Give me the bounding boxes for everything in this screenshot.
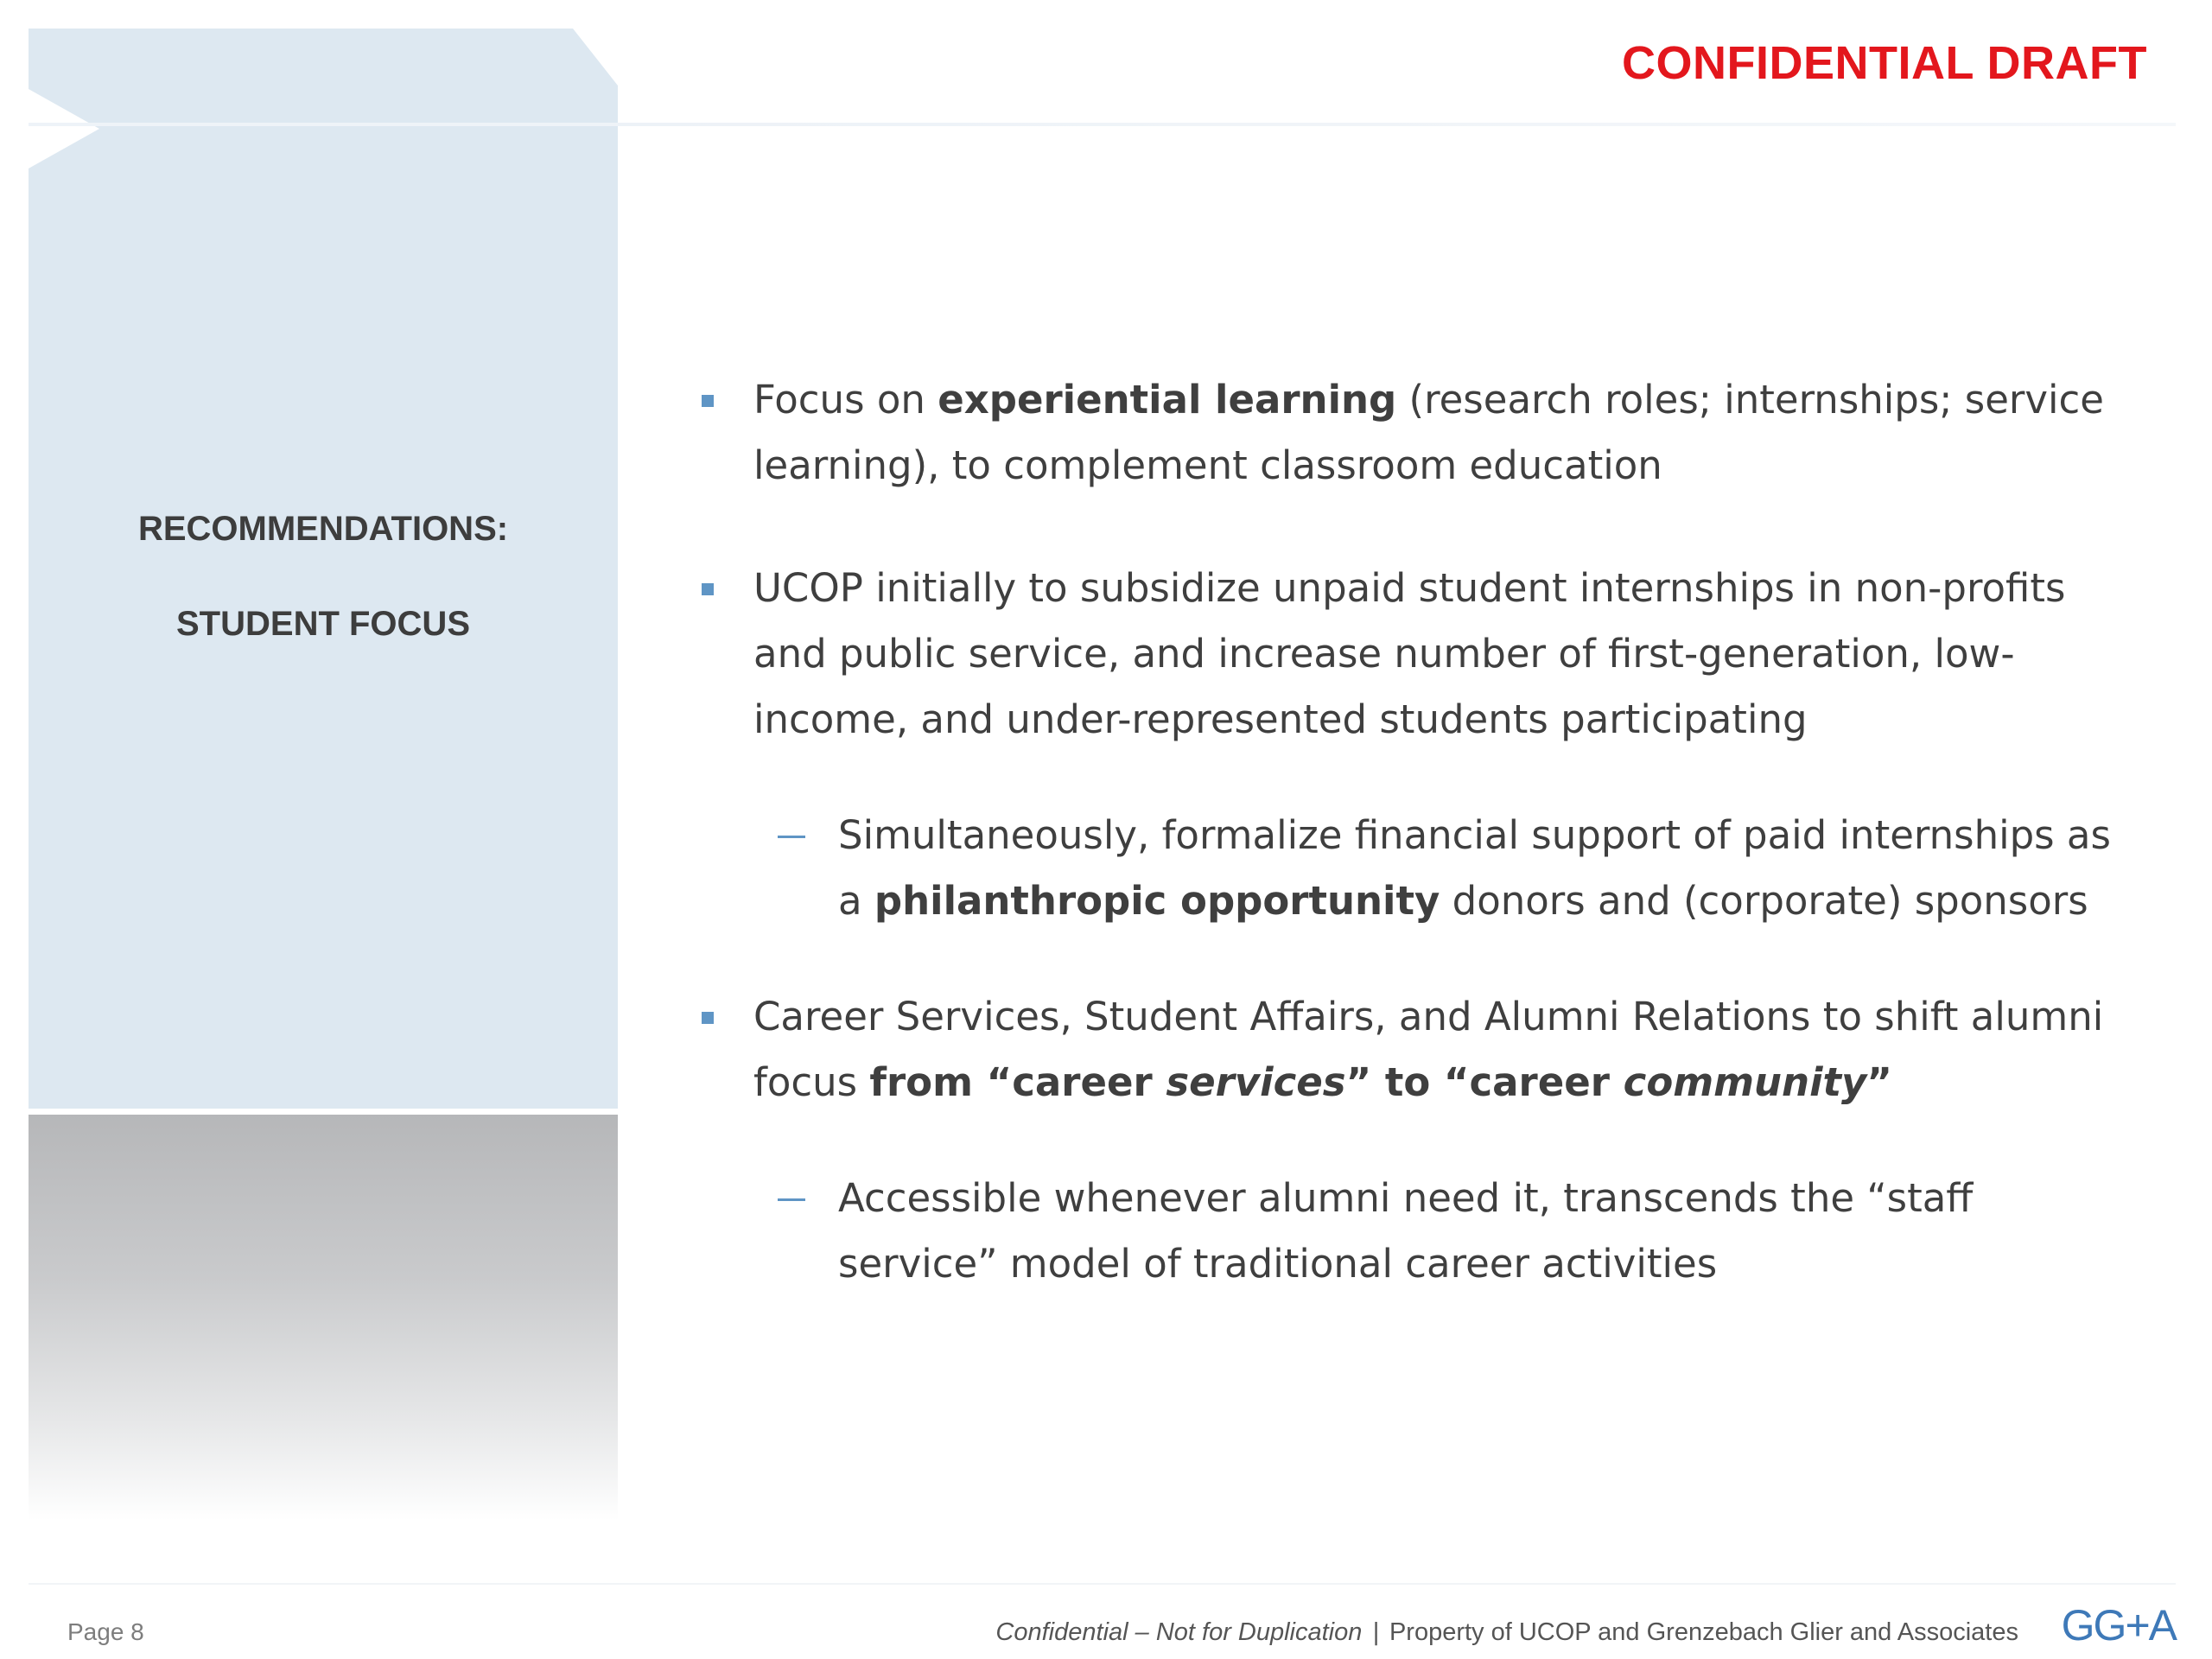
footer-divider bbox=[29, 1583, 2176, 1585]
text-segment: from “career bbox=[869, 1059, 1166, 1105]
emphasis: philanthropic opportunity bbox=[874, 878, 1440, 924]
dash-bullet-icon bbox=[778, 836, 805, 838]
sub-bullet-text bbox=[838, 812, 2111, 924]
confidential-notice: Confidential – Not for Duplication bbox=[995, 1618, 1363, 1646]
bullet-text bbox=[753, 377, 2104, 488]
gga-logo bbox=[2062, 1600, 2176, 1650]
emphasis: experiential learning bbox=[938, 377, 1397, 423]
logo-text: GG bbox=[2061, 1601, 2126, 1649]
sidebar-title-line1: RECOMMENDATIONS: bbox=[137, 510, 509, 548]
header-divider bbox=[618, 123, 2176, 126]
square-bullet-icon bbox=[702, 1012, 714, 1024]
text-segment: ” to “career bbox=[1345, 1059, 1624, 1105]
square-bullet-icon bbox=[702, 583, 714, 595]
text-segment: (research roles; internships; service learning), to complement classroom education bbox=[753, 377, 2104, 488]
bullet-text bbox=[753, 994, 2103, 1105]
sidebar-divider bbox=[29, 123, 618, 126]
italic-segment: services bbox=[1166, 1059, 1346, 1105]
sub-bullet-text: Accessible whenever alumni need it, transcends the “staff service” model of traditional career activities bbox=[838, 1175, 1974, 1287]
footer-notice bbox=[995, 1618, 2018, 1647]
confidential-draft-label: CONFIDENTIAL DRAFT bbox=[1622, 37, 2147, 89]
list-item bbox=[691, 367, 2126, 499]
list-item bbox=[691, 984, 2126, 1116]
bullet-text: UCOP initially to subsidize unpaid student internships in non-profits and public service, and increase number of first-generation, low-income, and under-represented students participating bbox=[753, 565, 2066, 742]
page-number: Page 8 bbox=[67, 1618, 144, 1645]
recommendations-list bbox=[691, 367, 2126, 1297]
sidebar-gradient-block bbox=[29, 1115, 618, 1521]
list-item bbox=[691, 556, 2126, 753]
text-segment: Focus on bbox=[753, 377, 938, 423]
sidebar-title-line2: STUDENT FOCUS bbox=[176, 605, 470, 643]
sub-list-item bbox=[691, 803, 2126, 934]
dash-bullet-icon bbox=[778, 1198, 805, 1201]
text-segment: ” bbox=[1866, 1059, 1892, 1105]
square-bullet-icon bbox=[702, 395, 714, 407]
property-notice: Property of UCOP and Grenzebach Glier and Associates bbox=[1389, 1618, 2018, 1646]
emphasis bbox=[869, 1059, 1892, 1105]
italic-segment: community bbox=[1623, 1059, 1867, 1105]
sub-list-item bbox=[691, 1166, 2126, 1297]
logo-plus: + bbox=[2125, 1601, 2149, 1649]
text-segment: Simultaneously, formalize financial support of paid internships as a bbox=[838, 812, 2111, 924]
sidebar-title bbox=[29, 512, 618, 702]
footer-separator: | bbox=[1372, 1618, 1379, 1646]
text-segment: Career Services, Student Affairs, and Alumni Relations to shift alumni focus bbox=[753, 994, 2104, 1105]
logo-text: A bbox=[2148, 1601, 2176, 1649]
text-segment: donors and (corporate) sponsors bbox=[1440, 878, 2088, 924]
